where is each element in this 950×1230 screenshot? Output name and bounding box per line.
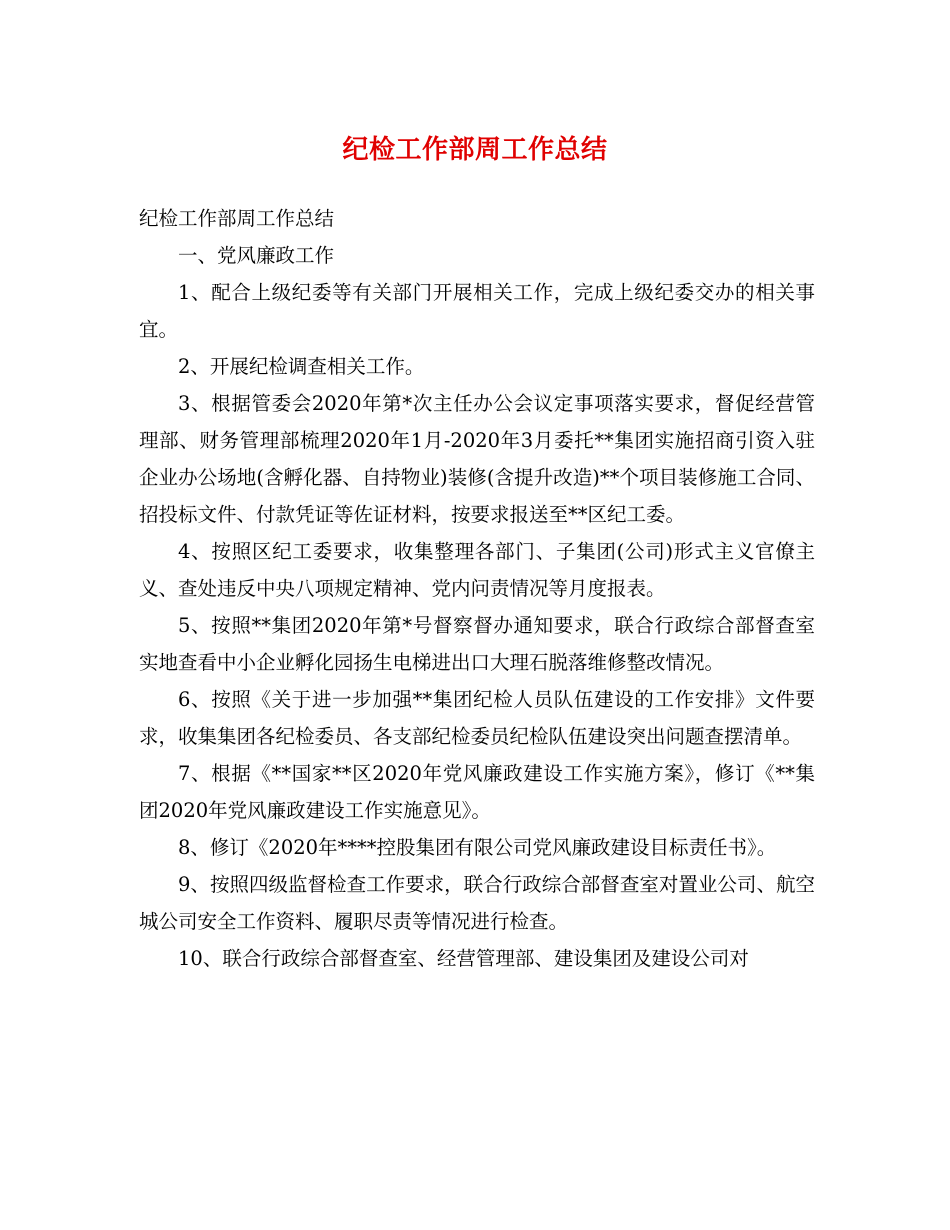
paragraph-item-3: 3、根据管委会2020年第*次主任办公会议定事项落实要求，督促经营管理部、财务管理部梳理2020年1月-2020年3月委托**集团实施招商引资入驻企业办公场地(含孵化器、自持物业)装修(含提升改造)**个项目装修施工合同、招投标文件、付款凭证等佐证材料，按要求报送至**区纪工委。 bbox=[139, 392, 815, 526]
document-title: 纪检工作部周工作总结 bbox=[342, 135, 608, 165]
paragraph-item-5: 5、按照**集团2020年第*号督察督办通知要求，联合行政综合部督查室实地查看中小企业孵化园扬生电梯进出口大理石脱落维修整改情况。 bbox=[139, 614, 815, 674]
document-body bbox=[139, 200, 815, 977]
paragraph-item-4: 4、按照区纪工委要求，收集整理各部门、子集团(公司)形式主义官僚主义、查处违反中央八项规定精神、党内问责情况等月度报表。 bbox=[139, 540, 815, 600]
paragraph-item-8: 8、修订《2020年****控股集团有限公司党风廉政建设目标责任书》。 bbox=[178, 836, 777, 859]
paragraph-item-6: 6、按照《关于进一步加强**集团纪检人员队伍建设的工作安排》文件要求，收集集团各纪检委员、各支部纪检委员纪检队伍建设突出问题查摆清单。 bbox=[139, 688, 815, 748]
section-heading: 一、党风廉政工作 bbox=[178, 244, 335, 267]
paragraph-item-10: 10、联合行政综合部督查室、经营管理部、建设集团及建设公司对 bbox=[178, 947, 749, 970]
paragraph-item-9: 9、按照四级监督检查工作要求，联合行政综合部督查室对置业公司、航空城公司安全工作资料、履职尽责等情况进行检查。 bbox=[139, 873, 815, 933]
paragraph-item-1: 1、配合上级纪委等有关部门开展相关工作，完成上级纪委交办的相关事宜。 bbox=[139, 281, 815, 341]
paragraph-item-2: 2、开展纪检调查相关工作。 bbox=[178, 355, 425, 378]
body-heading: 纪检工作部周工作总结 bbox=[139, 207, 335, 230]
paragraph-item-7: 7、根据《**国家**区2020年党风廉政建设工作实施方案》，修订《**集团2020年党风廉政建设工作实施意见》。 bbox=[139, 762, 815, 822]
